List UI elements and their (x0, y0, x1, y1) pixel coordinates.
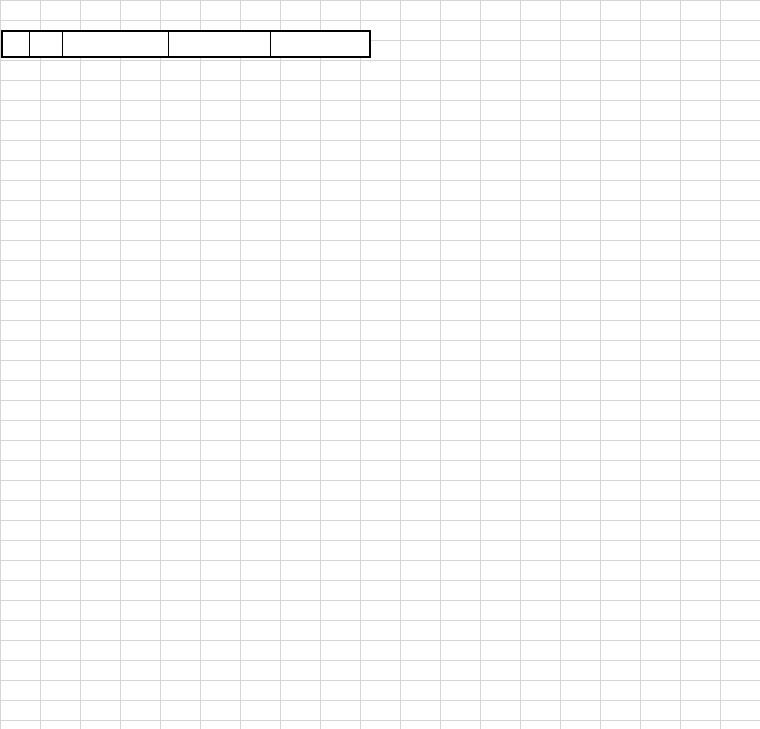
header-damsire (270, 31, 370, 57)
header-umaban (29, 31, 62, 57)
header-sire (168, 31, 270, 57)
entry-header-row (2, 31, 370, 57)
entry-table (1, 30, 371, 58)
header-waku (2, 31, 29, 57)
header-name (62, 31, 168, 57)
